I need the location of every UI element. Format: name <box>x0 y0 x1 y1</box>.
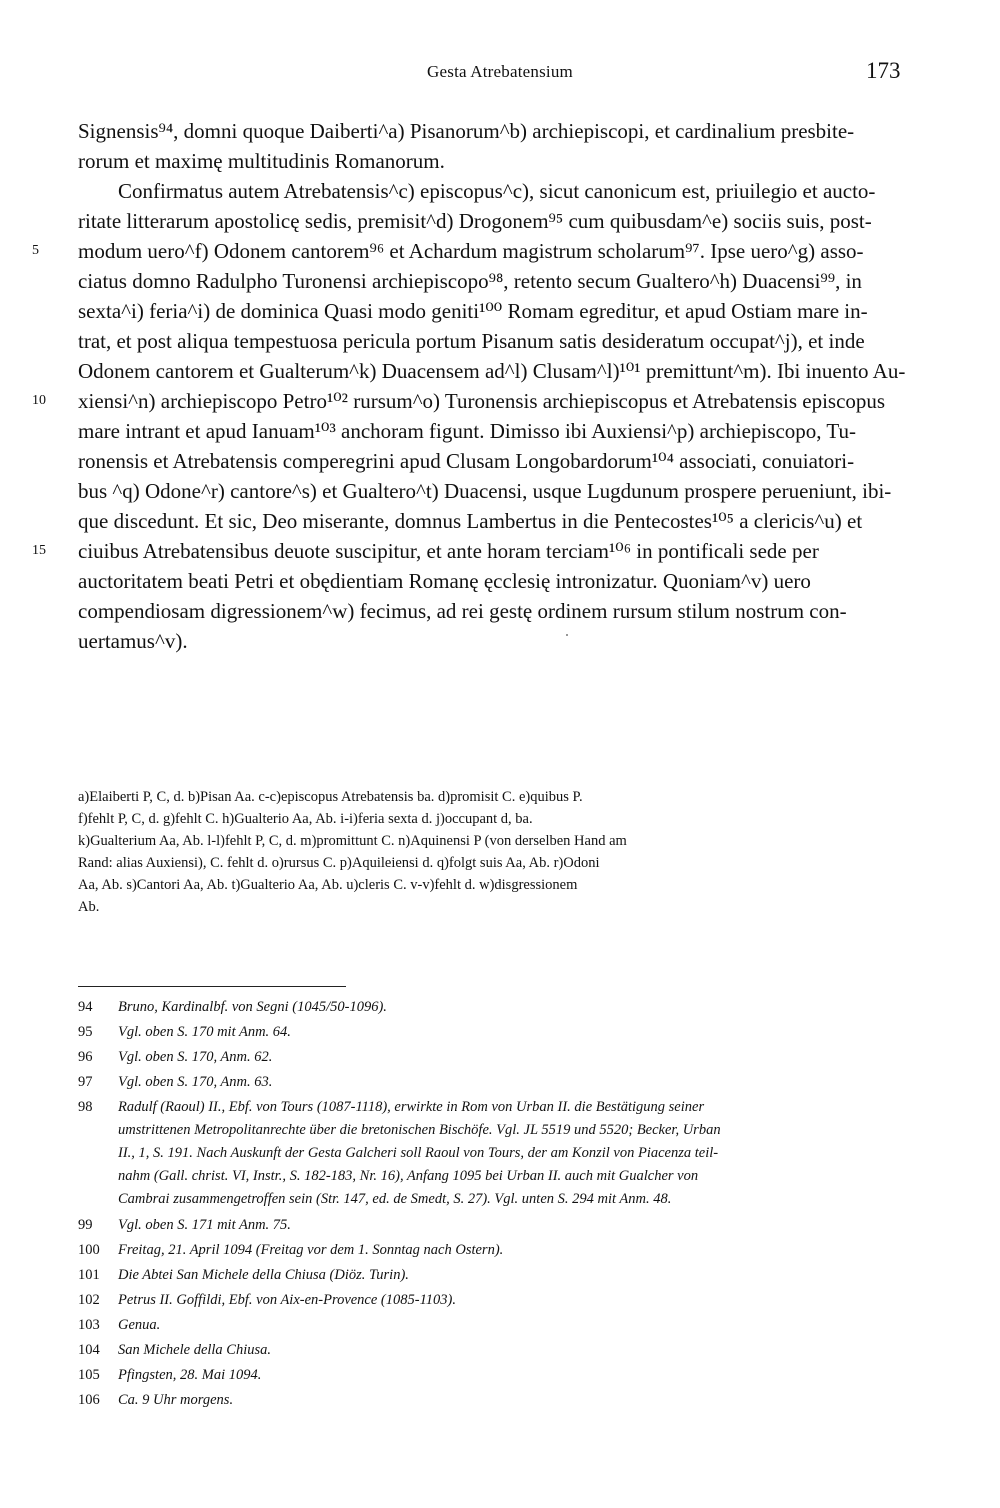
footnote-text: umstrittenen Metropolitanrechte über die bretonischen Bischöfe. Vgl. JL 5519 und 5520; Becker, Urban <box>118 1122 721 1138</box>
footnote-text: Petrus II. Goffildi, Ebf. von Aix-en-Provence (1085-1103). <box>118 1292 456 1308</box>
footnote-text: Cambrai zusammengetroffen sein (Str. 147, ed. de Smedt, S. 27). Vgl. unten S. 294 mit Anm. 48. <box>118 1191 672 1207</box>
variant-line: f)fehlt P, C, d. g)fehlt C. h)Gualterio Aa, Ab. i-i)feria sexta d. j)occupant d, ba. <box>78 811 533 827</box>
footnote-text: Vgl. oben S. 170, Anm. 62. <box>118 1049 273 1065</box>
text-line <box>78 206 926 236</box>
footnote-number: 103 <box>78 1317 100 1333</box>
footnote-number: 96 <box>78 1049 93 1065</box>
footnote-separator <box>78 986 346 987</box>
footnote-number: 95 <box>78 1024 93 1040</box>
line-text: bus ^q) Odone^r) cantore^s) et Gualtero^t) Duacensi, usque Lugdunum prospere perueniunt, ibi- <box>78 479 892 503</box>
text-line <box>78 116 926 146</box>
text-line <box>78 626 926 656</box>
line-text: mare intrant et apud Ianuam¹⁰³ anchoram figunt. Dimisso ibi Auxiensi^p) archiepiscopo, Tu- <box>78 419 856 443</box>
text-line <box>78 266 926 296</box>
line-text: modum uero^f) Odonem cantorem⁹⁶ et Achardum magistrum scholarum⁹⁷. Ipse uero^g) asso- <box>78 239 864 263</box>
text-line <box>32 236 926 266</box>
page-number: 173 <box>866 58 901 83</box>
footnote-text: Die Abtei San Michele della Chiusa (Diöz. Turin). <box>118 1267 409 1283</box>
text-line <box>32 386 926 416</box>
line-text: trat, et post aliqua tempestuosa pericula portum Pisanum satis desideratum occupat^j), et inde <box>78 329 865 353</box>
footnote-text: Freitag, 21. April 1094 (Freitag vor dem 1. Sonntag nach Ostern). <box>118 1242 504 1258</box>
footnote-text: Bruno, Kardinalbf. von Segni (1045/50-1096). <box>118 999 387 1015</box>
footnote-text: Radulf (Raoul) II., Ebf. von Tours (1087-1118), erwirkte in Rom von Urban II. die Bestätigung seiner <box>118 1099 705 1115</box>
line-text: Confirmatus autem Atrebatensis^c) episcopus^c), sicut canonicum est, priuilegio et aucto- <box>118 179 876 203</box>
variant-line: Ab. <box>78 899 100 915</box>
footnote-number: 102 <box>78 1292 100 1308</box>
footnote-text: Vgl. oben S. 170 mit Anm. 64. <box>118 1024 291 1040</box>
line-text: ciatus domno Radulpho Turonensi archiepiscopo⁹⁸, retento secum Gualtero^h) Duacensi⁹⁹, in <box>78 269 862 293</box>
variant-line: Rand: alias Auxiensi), C. fehlt d. o)rursus C. p)Aquileiensi d. q)folgt suis Aa, Ab. r)Odoni <box>78 855 600 871</box>
text-line <box>78 146 926 176</box>
line-text: Odonem cantorem et Gualterum^k) Duacensem ad^l) Clusam^l)¹⁰¹ premittunt^m). Ibi inuento Au- <box>78 359 906 383</box>
line-text: rorum et maximę multitudinis Romanorum. <box>78 149 445 173</box>
line-number: 10 <box>32 393 46 408</box>
line-text: ciuibus Atrebatensibus deuote suscipitur, et ante horam terciam¹⁰⁶ in pontificali sede per <box>78 539 819 563</box>
footnote-text: Genua. <box>118 1317 161 1333</box>
variant-line: k)Gualterium Aa, Ab. l-l)fehlt P, C, d. m)promittunt C. n)Aquinensi P (von derselben Hand am <box>78 833 627 849</box>
footnote-number: 104 <box>78 1342 100 1358</box>
text-line <box>78 296 926 326</box>
footnote-number: 106 <box>78 1392 100 1408</box>
line-text: ritate litterarum apostolicę sedis, premisit^d) Drogonem⁹⁵ cum quibusdam^e) sociis suis, post- <box>78 209 872 233</box>
text-line <box>78 326 926 356</box>
line-number: 5 <box>32 243 39 258</box>
text-line <box>78 416 926 446</box>
running-header-title: Gesta Atrebatensium <box>427 62 573 81</box>
variant-line: a)Elaiberti P, C, d. b)Pisan Aa. c-c)episcopus Atrebatensis ba. d)promisit C. e)quibus P. <box>78 789 583 805</box>
footnote-text: Pfingsten, 28. Mai 1094. <box>118 1367 262 1383</box>
text-line <box>78 506 926 536</box>
stray-mark <box>566 634 568 636</box>
text-line <box>78 596 926 626</box>
text-line <box>78 356 926 386</box>
line-text: compendiosam digressionem^w) fecimus, ad rei gestę ordinem rursum stilum nostrum con- <box>78 599 847 623</box>
footnote-number: 97 <box>78 1074 93 1090</box>
footnote-number: 101 <box>78 1267 100 1283</box>
footnote-text: Vgl. oben S. 170, Anm. 63. <box>118 1074 273 1090</box>
text-line <box>32 536 926 566</box>
line-text: sexta^i) feria^i) de dominica Quasi modo geniti¹⁰⁰ Romam egreditur, et apud Ostiam mare in- <box>78 299 868 323</box>
footnote-number: 99 <box>78 1217 93 1233</box>
line-text: auctoritatem beati Petri et obędientiam Romanę ęcclesię intronizatur. Quoniam^v) uero <box>78 569 811 593</box>
footnote-number: 94 <box>78 999 93 1015</box>
footnote-number: 100 <box>78 1242 100 1258</box>
line-text: ronensis et Atrebatensis comperegrini apud Clusam Longobardorum¹⁰⁴ associati, conuiatori- <box>78 449 855 473</box>
line-text: uertamus^v). <box>78 629 188 653</box>
text-line <box>78 476 926 506</box>
text-line <box>78 446 926 476</box>
footnote-text: Ca. 9 Uhr morgens. <box>118 1392 234 1408</box>
line-text: xiensi^n) archiepiscopo Petro¹⁰² rursum^o) Turonensis archiepiscopus et Atrebatensis episcopus <box>78 389 886 413</box>
variant-line: Aa, Ab. s)Cantori Aa, Ab. t)Gualterio Aa, Ab. u)cleris C. v-v)fehlt d. w)disgressionem <box>78 877 578 893</box>
footnote-text: II., 1, S. 191. Nach Auskunft der Gesta Galcheri soll Raoul von Tours, der am Konzil von Piacenza teil- <box>118 1145 719 1161</box>
footnote-number: 105 <box>78 1367 100 1383</box>
line-text: Signensis⁹⁴, domni quoque Daiberti^a) Pisanorum^b) archiepiscopi, et cardinalium presbite- <box>78 119 855 143</box>
text-line <box>118 176 926 206</box>
text-line <box>78 566 926 596</box>
line-number: 15 <box>32 543 46 558</box>
footnote-number: 98 <box>78 1099 93 1115</box>
line-text: que discedunt. Et sic, Deo miserante, domnus Lambertus in die Pentecostes¹⁰⁵ a clericis^u) et <box>78 509 863 533</box>
footnote-text: San Michele della Chiusa. <box>118 1342 272 1358</box>
footnote-text: nahm (Gall. christ. VI, Instr., S. 182-183, Nr. 16), Anfang 1095 bei Urban II. auch mit Gualcher von <box>118 1168 699 1184</box>
footnote-text: Vgl. oben S. 171 mit Anm. 75. <box>118 1217 291 1233</box>
